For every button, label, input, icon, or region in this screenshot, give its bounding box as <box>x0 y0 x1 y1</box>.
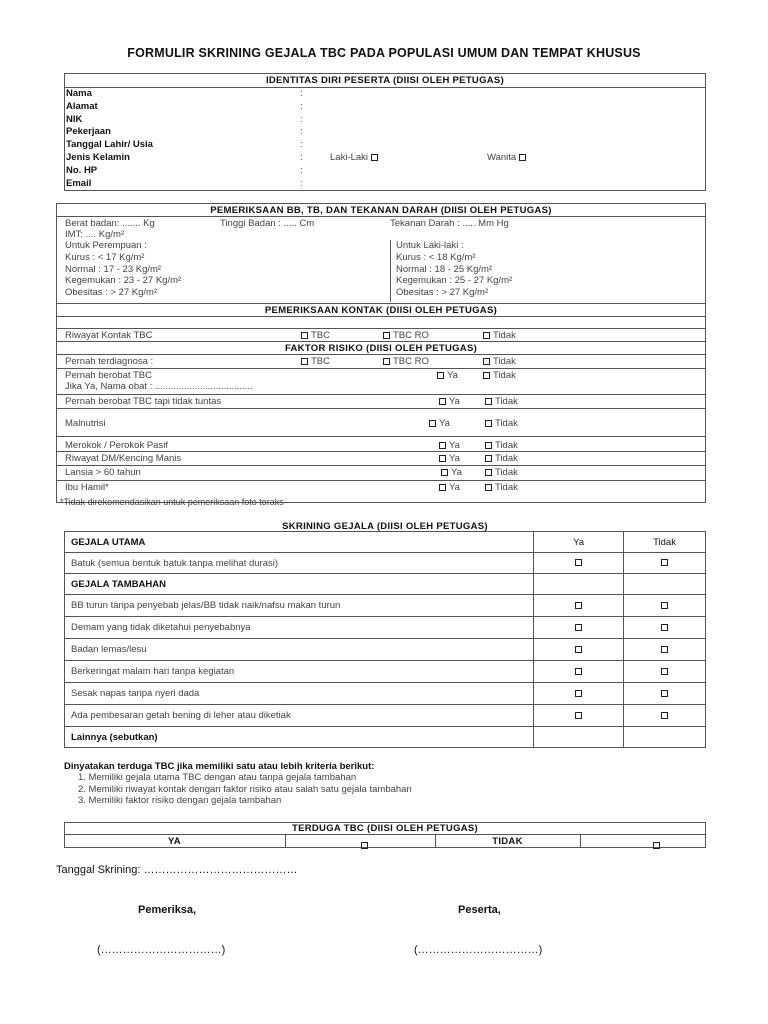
identitas-field-colon[interactable]: : <box>300 152 303 163</box>
checkbox[interactable] <box>575 668 582 675</box>
col-tidak-header: Tidak <box>624 532 706 553</box>
identitas-header: IDENTITAS DIRI PESERTA (DIISI OLEH PETUGAS) <box>265 75 505 86</box>
checkbox[interactable] <box>485 455 492 462</box>
jenis-kelamin-laki[interactable] <box>330 152 381 163</box>
imt-category: Kurus : < 18 Kg/m² <box>396 251 476 263</box>
tidak-cell[interactable] <box>624 639 706 661</box>
imt-category: Untuk Perempuan : <box>65 240 147 251</box>
risiko-ya-label: Ya <box>451 467 462 478</box>
tidak-cell[interactable] <box>624 595 706 617</box>
checkbox[interactable] <box>429 420 436 427</box>
pemeriksa-signature[interactable]: (……………………………) <box>97 944 226 956</box>
checkbox[interactable] <box>485 398 492 405</box>
imt[interactable]: IMT: .... Kg/m² <box>65 229 125 240</box>
tidak-cell[interactable] <box>624 617 706 639</box>
table-row <box>65 661 706 683</box>
terdiagnosa-tbc-ro-label: TBC RO <box>393 356 429 367</box>
risiko-ya-label: Ya <box>449 440 460 451</box>
checkbox[interactable] <box>661 624 668 631</box>
gejala-tambahan-item: Ada pembesaran getah bening di leher atau diketiak <box>65 705 534 727</box>
terduga-tidak-checkbox[interactable] <box>650 837 663 855</box>
checkbox[interactable] <box>661 602 668 609</box>
imt-category: Kurus : < 17 Kg/m² <box>65 251 145 263</box>
checkbox[interactable] <box>575 712 582 719</box>
identitas-field-label: Nama <box>66 88 92 99</box>
pemeriksa-label: Pemeriksa, <box>138 904 197 916</box>
risiko-ya-option[interactable] <box>426 418 450 429</box>
risiko-ya-label: Ya <box>439 418 450 429</box>
ya-cell[interactable] <box>534 683 624 705</box>
tekanan-darah[interactable]: Tekanan Darah : ..... Mm Hg <box>390 218 509 229</box>
berobat-ya-label: Ya <box>447 370 458 381</box>
identitas-field-colon[interactable]: : <box>300 113 303 125</box>
pemeriksaan-header: PEMERIKSAAN BB, TB, DAN TEKANAN DARAH (DIISI OLEH PETUGAS) <box>210 205 552 216</box>
table-row <box>65 532 706 553</box>
risiko-tidak-label: Tidak <box>495 418 518 429</box>
checkbox[interactable] <box>661 668 668 675</box>
checkbox[interactable] <box>485 442 492 449</box>
checkbox[interactable] <box>439 484 446 491</box>
risiko-ya-label: Ya <box>449 453 460 464</box>
tidak-cell[interactable] <box>624 683 706 705</box>
risiko-ya-option[interactable] <box>436 396 460 407</box>
ya-cell[interactable] <box>534 705 624 727</box>
risiko-row-label: Malnutrisi <box>65 418 106 429</box>
terdiagnosa-tidak-label: Tidak <box>493 356 516 367</box>
risiko-row-label: Merokok / Perokok Pasif <box>65 440 168 451</box>
table-row <box>65 574 706 595</box>
checkbox[interactable] <box>661 690 668 697</box>
table-row <box>65 553 706 574</box>
terdiagnosa-tbc-ro[interactable] <box>380 356 429 367</box>
lainnya-label: Lainnya (sebutkan) <box>65 727 534 748</box>
laki-checkbox[interactable] <box>371 154 378 161</box>
gejala-tambahan-item: Badan lemas/lesu <box>65 639 534 661</box>
identitas-field-label: Jenis Kelamin <box>66 152 130 163</box>
risiko-tidak-option[interactable] <box>482 440 518 451</box>
risiko-tidak-label: Tidak <box>495 396 518 407</box>
nama-obat[interactable]: Jika Ya, Nama obat : ..................................... <box>65 381 253 392</box>
identitas-field-label: No. HP <box>66 164 98 176</box>
empty-cell <box>534 574 624 595</box>
risiko-ya-option[interactable] <box>438 467 462 478</box>
lainnya-input[interactable] <box>534 727 624 748</box>
identitas-field-label: NIK <box>66 113 83 125</box>
tidak-cell[interactable] <box>624 661 706 683</box>
gejala-tambahan-item: Berkeringat malam hari tanpa kegiatan <box>65 661 534 683</box>
checkbox[interactable] <box>439 398 446 405</box>
imt-category: Kegemukan : 23 - 27 Kg/m² <box>65 275 182 287</box>
checkbox[interactable] <box>575 602 582 609</box>
identitas-field-colon[interactable]: : <box>300 100 303 112</box>
risiko-row-label: Pernah berobat TBC tapi tidak tuntas <box>65 396 222 407</box>
risiko-row-label: Ibu Hamil* <box>65 482 109 493</box>
identitas-field-colon[interactable]: : <box>300 164 303 176</box>
identitas-field-colon[interactable]: : <box>300 139 303 151</box>
kontak-tidak[interactable] <box>480 330 516 341</box>
empty-cell <box>624 727 706 748</box>
identitas-field-label: Email <box>66 177 92 189</box>
kontak-header: PEMERIKSAAN KONTAK (DIISI OLEH PETUGAS) <box>264 305 498 316</box>
gejala-utama-batuk: Batuk (semua bentuk batuk tanpa melihat durasi) <box>65 553 534 574</box>
checkbox[interactable] <box>439 442 446 449</box>
kriteria-item: 2. Memiliki riwayat kontak dengan faktor risiko atau salah satu gejala tambahan <box>78 783 412 795</box>
ya-cell[interactable] <box>534 639 624 661</box>
ya-cell[interactable] <box>534 553 624 574</box>
table-row <box>65 705 706 727</box>
peserta-signature[interactable]: (……………………………) <box>414 944 543 956</box>
tidak-cell[interactable] <box>624 705 706 727</box>
identitas-field-colon[interactable]: : <box>300 88 303 99</box>
identitas-field-colon[interactable]: : <box>300 177 303 189</box>
riwayat-kontak-label: Riwayat Kontak TBC <box>65 330 153 341</box>
terduga-ya-checkbox[interactable] <box>358 837 371 855</box>
checkbox[interactable] <box>661 712 668 719</box>
tanggal-skrining[interactable]: Tanggal Skrining: …………………………………… <box>56 864 298 876</box>
kriteria-item: 3. Memiliki faktor risiko dengan gejala tambahan <box>78 795 282 806</box>
imt-category: Normal : 17 - 23 Kg/m² <box>65 263 162 275</box>
risiko-tidak-option[interactable] <box>482 453 518 464</box>
checkbox[interactable] <box>575 690 582 697</box>
pernah-terdiagnosa-label: Pernah terdiagnosa : <box>65 356 154 367</box>
gejala-tambahan-item: BB turun tanpa penyebab jelas/BB tidak naik/nafsu makan turun <box>65 595 534 617</box>
identitas-field-colon[interactable]: : <box>300 126 303 138</box>
table-row <box>65 727 706 748</box>
checkbox[interactable] <box>661 646 668 653</box>
skrining-header: SKRINING GEJALA (DIISI OLEH PETUGAS) <box>282 521 488 532</box>
checkbox[interactable] <box>575 559 582 566</box>
gejala-tambahan-item: Sesak napas tanpa nyeri dada <box>65 683 534 705</box>
terdiagnosa-tbc[interactable] <box>298 356 330 367</box>
checkbox[interactable] <box>439 455 446 462</box>
ya-cell[interactable] <box>534 661 624 683</box>
skrining-table <box>64 531 706 748</box>
laki-label: Laki-Laki <box>330 152 369 163</box>
risiko-tidak-label: Tidak <box>495 440 518 451</box>
ya-cell[interactable] <box>534 595 624 617</box>
kontak-tidak-label: Tidak <box>493 330 516 341</box>
berobat-tidak[interactable] <box>480 370 516 381</box>
tidak-cell[interactable] <box>624 553 706 574</box>
checkbox[interactable] <box>485 469 492 476</box>
berobat-tidak-label: Tidak <box>493 370 516 381</box>
kontak-tbc[interactable] <box>298 330 330 341</box>
risiko-tidak-label: Tidak <box>495 467 518 478</box>
pernah-berobat-label: Pernah berobat TBC <box>65 370 152 381</box>
berat-badan[interactable]: Berat badan: ....... Kg <box>65 218 155 229</box>
checkbox[interactable] <box>575 646 582 653</box>
terdiagnosa-tbc-label: TBC <box>311 356 330 367</box>
kontak-tbc-ro-label: TBC RO <box>393 330 429 341</box>
kriteria-header: Dinyatakan terduga TBC jika memiliki satu atau lebih kriteria berikut: <box>64 761 375 772</box>
identitas-field-label: Tanggal Lahir/ Usia <box>66 139 153 151</box>
terduga-header: TERDUGA TBC (DIISI OLEH PETUGAS) <box>291 823 479 834</box>
risiko-ya-option[interactable] <box>436 453 460 464</box>
identitas-field-label: Alamat <box>66 100 98 112</box>
terdiagnosa-tidak[interactable] <box>480 356 516 367</box>
table-row <box>65 595 706 617</box>
col-ya-header: Ya <box>534 532 624 553</box>
tinggi-badan[interactable]: Tinggi Badan : ..... Cm <box>220 218 315 229</box>
risiko-ya-label: Ya <box>449 482 460 493</box>
risiko-ya-label: Ya <box>449 396 460 407</box>
risiko-ya-option[interactable] <box>436 440 460 451</box>
checkbox[interactable] <box>661 559 668 566</box>
form-title: FORMULIR SKRINING GEJALA TBC PADA POPULASI UMUM DAN TEMPAT KHUSUS <box>127 46 641 60</box>
checkbox[interactable] <box>441 469 448 476</box>
table-row <box>65 639 706 661</box>
kontak-tbc-ro[interactable] <box>380 330 429 341</box>
ya-cell[interactable] <box>534 617 624 639</box>
imt-category: Normal : 18 - 25 Kg/m² <box>396 263 493 275</box>
risiko-header: FAKTOR RISIKO (DIISI OLEH PETUGAS) <box>284 343 478 354</box>
kriteria-item: 1. Memiliki gejala utama TBC dengan atau tanpa gejala tambahan <box>78 772 357 783</box>
terduga-tidak-label: TIDAK <box>492 836 523 847</box>
risiko-tidak-option[interactable] <box>482 467 518 478</box>
wanita-label: Wanita <box>487 152 517 163</box>
imt-category: Obesitas : > 27 Kg/m² <box>65 287 158 299</box>
imt-category: Kegemukan : 25 - 27 Kg/m² <box>396 275 513 287</box>
identitas-section <box>64 73 706 191</box>
berobat-ya[interactable] <box>434 370 458 381</box>
imt-category: Obesitas : > 27 Kg/m² <box>396 287 489 299</box>
empty-cell <box>624 574 706 595</box>
checkbox[interactable] <box>485 420 492 427</box>
peserta-label: Peserta, <box>458 904 501 916</box>
risiko-tidak-option[interactable] <box>482 418 518 429</box>
gejala-utama-header: GEJALA UTAMA <box>65 532 534 553</box>
terduga-ya-label: YA <box>168 836 181 847</box>
risiko-ya-option[interactable] <box>436 482 460 493</box>
wanita-checkbox[interactable] <box>519 154 526 161</box>
table-row <box>65 617 706 639</box>
gejala-tambahan-item: Demam yang tidak diketahui penyebabnya <box>65 617 534 639</box>
risiko-row-label: Riwayat DM/Kencing Manis <box>65 453 182 464</box>
jenis-kelamin-wanita[interactable] <box>487 152 529 163</box>
kontak-tbc-label: TBC <box>311 330 330 341</box>
imt-category: Untuk Laki-laki : <box>396 240 464 251</box>
gejala-tambahan-header: GEJALA TAMBAHAN <box>65 574 534 595</box>
risiko-tidak-label: Tidak <box>495 453 518 464</box>
risiko-note: *Tidak direkomendasikan untuk pemeriksaan foto toraks <box>60 497 284 507</box>
risiko-tidak-option[interactable] <box>482 482 518 493</box>
risiko-row-label: Lansia > 60 tahun <box>65 467 141 478</box>
table-row <box>65 683 706 705</box>
checkbox[interactable] <box>575 624 582 631</box>
checkbox[interactable] <box>485 484 492 491</box>
identitas-field-label: Pekerjaan <box>66 126 111 138</box>
risiko-tidak-option[interactable] <box>482 396 518 407</box>
risiko-tidak-label: Tidak <box>495 482 518 493</box>
